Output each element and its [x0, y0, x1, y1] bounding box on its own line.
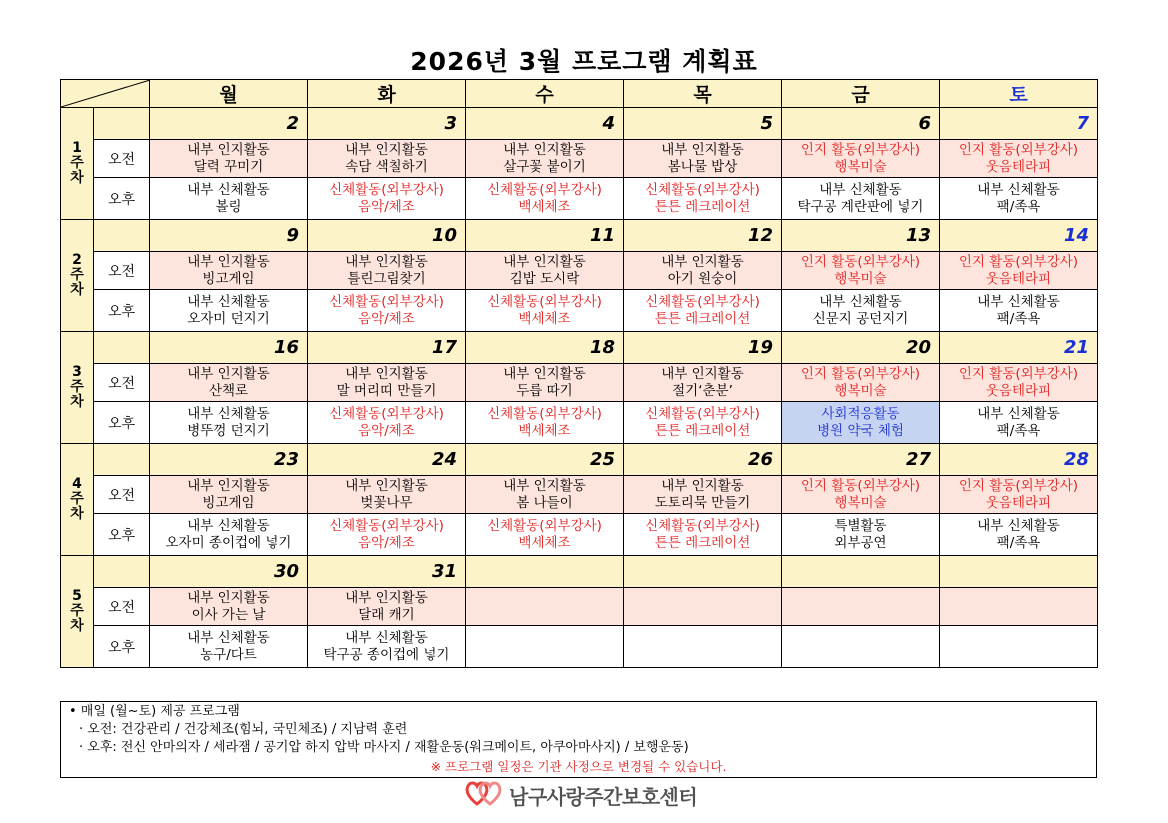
date-number: 16 — [150, 332, 308, 364]
activity-category: 인지 활동(외부강사) — [958, 477, 1079, 494]
date-number: 11 — [466, 220, 624, 252]
organization-name: 남구사랑주간보호센터 — [509, 784, 698, 809]
pm-activity-row — [61, 626, 1098, 668]
notes-pm-programs: · 오후: 전신 안마의자 / 세라잼 / 공기압 하지 압박 마사지 / 재활운동(워크메이트, 아쿠아마사지) / 보행운동) — [79, 740, 689, 755]
activity-category: 신체활동(외부강사) — [329, 517, 444, 534]
activity-name: 이사 가는 날 — [191, 606, 266, 623]
date-number: 13 — [782, 220, 940, 252]
date-row-spacer — [94, 556, 150, 588]
activity-category: 내부 신체활동 — [977, 293, 1060, 310]
activity-name: 백세체조 — [518, 534, 571, 551]
activity-name: 팩/족욕 — [996, 534, 1041, 551]
activity-cell — [940, 178, 1098, 220]
activity-cell — [466, 364, 624, 402]
date-row-spacer — [94, 108, 150, 140]
activity-cell — [308, 252, 466, 290]
week-date-row — [61, 108, 1098, 140]
activity-name: 행복미술 — [834, 270, 887, 287]
activity-name: 웃음테라피 — [985, 382, 1052, 399]
activity-name: 튼튼 레크레이션 — [654, 310, 751, 327]
weekday-header: 금 — [782, 80, 940, 108]
week-label: 4 주 차 — [61, 444, 94, 556]
activity-name: 팩/족욕 — [996, 198, 1041, 215]
date-number — [466, 556, 624, 588]
activity-cell — [782, 402, 940, 444]
activity-cell — [150, 252, 308, 290]
activity-cell — [624, 364, 782, 402]
activity-category: 내부 인지활동 — [503, 477, 586, 494]
activity-cell — [150, 626, 308, 668]
am-period-label: 오전 — [94, 588, 150, 626]
activity-cell — [150, 140, 308, 178]
activity-category: 신체활동(외부강사) — [329, 181, 444, 198]
activity-cell — [782, 514, 940, 556]
activity-cell — [940, 290, 1098, 332]
am-period-label: 오전 — [94, 476, 150, 514]
activity-cell — [150, 178, 308, 220]
activity-cell — [782, 252, 940, 290]
activity-name: 농구/다트 — [200, 646, 257, 663]
activity-name: 볼링 — [215, 198, 242, 215]
notes-schedule-change-warning: ※ 프로그램 일정은 기관 사정으로 변경될 수 있습니다. — [430, 759, 727, 774]
date-number: 21 — [940, 332, 1098, 364]
activity-category: 내부 신체활동 — [977, 405, 1060, 422]
weekday-header: 목 — [624, 80, 782, 108]
activity-cell — [624, 178, 782, 220]
activity-category: 내부 신체활동 — [819, 293, 902, 310]
activity-name: 웃음테라피 — [985, 494, 1052, 511]
activity-category: 신체활동(외부강사) — [645, 293, 760, 310]
week-label: 1 주 차 — [61, 108, 94, 220]
date-number: 19 — [624, 332, 782, 364]
activity-category: 내부 인지활동 — [345, 589, 428, 606]
pm-period-label: 오후 — [94, 178, 150, 220]
date-row-spacer — [94, 220, 150, 252]
activity-name: 백세체조 — [518, 422, 571, 439]
activity-category: 사회적응활동 — [821, 405, 900, 422]
activity-category: 인지 활동(외부강사) — [958, 253, 1079, 270]
date-number: 26 — [624, 444, 782, 476]
activity-cell — [150, 290, 308, 332]
activity-category: 신체활동(외부강사) — [645, 181, 760, 198]
activity-name: 팩/족욕 — [996, 310, 1041, 327]
activity-name: 봄 나들이 — [516, 494, 573, 511]
activity-category: 내부 인지활동 — [187, 141, 270, 158]
activity-category: 신체활동(외부강사) — [329, 405, 444, 422]
am-activity-row — [61, 140, 1098, 178]
activity-name: 행복미술 — [834, 382, 887, 399]
activity-category: 신체활동(외부강사) — [487, 181, 602, 198]
activity-name: 달력 꾸미기 — [193, 158, 264, 175]
notes-am-programs: · 오전: 건강관리 / 건강체조(힘뇌, 국민체조) / 지남력 훈련 — [79, 722, 408, 737]
activity-cell — [150, 476, 308, 514]
activity-cell — [150, 588, 308, 626]
activity-category: 내부 인지활동 — [187, 589, 270, 606]
activity-name: 봄나물 밥상 — [667, 158, 738, 175]
activity-category: 신체활동(외부강사) — [645, 517, 760, 534]
am-period-label: 오전 — [94, 140, 150, 178]
activity-category: 내부 인지활동 — [503, 253, 586, 270]
activity-name: 음악/체조 — [358, 310, 415, 327]
date-number: 31 — [308, 556, 466, 588]
activity-cell — [308, 290, 466, 332]
activity-category: 신체활동(외부강사) — [645, 405, 760, 422]
activity-category: 내부 신체활동 — [187, 293, 270, 310]
am-activity-row — [61, 476, 1098, 514]
activity-cell — [782, 290, 940, 332]
date-number: 7 — [940, 108, 1098, 140]
pm-activity-row — [61, 178, 1098, 220]
activity-name: 틀린그림찾기 — [347, 270, 426, 287]
date-number — [782, 556, 940, 588]
activity-cell — [940, 252, 1098, 290]
activity-cell — [308, 178, 466, 220]
date-number: 10 — [308, 220, 466, 252]
activity-cell — [466, 252, 624, 290]
activity-cell — [782, 476, 940, 514]
pm-activity-row — [61, 290, 1098, 332]
activity-name: 두릅 따기 — [516, 382, 573, 399]
date-number: 17 — [308, 332, 466, 364]
date-number: 23 — [150, 444, 308, 476]
date-number: 30 — [150, 556, 308, 588]
activity-category: 인지 활동(외부강사) — [958, 141, 1079, 158]
activity-category: 내부 신체활동 — [345, 629, 428, 646]
activity-name: 속담 색칠하기 — [345, 158, 428, 175]
date-number: 4 — [466, 108, 624, 140]
page-title: 2026년 3월 프로그램 계획표 — [410, 47, 758, 76]
activity-name: 김밥 도시락 — [509, 270, 580, 287]
activity-category: 내부 인지활동 — [345, 477, 428, 494]
activity-cell — [624, 290, 782, 332]
activity-category: 인지 활동(외부강사) — [800, 141, 921, 158]
activity-cell — [466, 178, 624, 220]
activity-name: 신문지 공던지기 — [812, 310, 909, 327]
activity-category: 내부 신체활동 — [187, 405, 270, 422]
activity-cell — [150, 514, 308, 556]
activity-cell — [624, 476, 782, 514]
activity-name: 음악/체조 — [358, 422, 415, 439]
activity-name: 외부공연 — [834, 534, 887, 551]
date-number: 24 — [308, 444, 466, 476]
activity-cell — [940, 514, 1098, 556]
pm-period-label: 오후 — [94, 514, 150, 556]
activity-cell — [308, 402, 466, 444]
activity-category: 인지 활동(외부강사) — [800, 253, 921, 270]
activity-category: 내부 신체활동 — [977, 181, 1060, 198]
activity-name: 튼튼 레크레이션 — [654, 534, 751, 551]
date-number: 9 — [150, 220, 308, 252]
activity-name: 탁구공 계란판에 넣기 — [797, 198, 924, 215]
activity-category: 신체활동(외부강사) — [329, 293, 444, 310]
activity-name: 병뚜껑 던지기 — [187, 422, 270, 439]
week-date-row — [61, 444, 1098, 476]
activity-name: 웃음테라피 — [985, 270, 1052, 287]
activity-category: 내부 인지활동 — [503, 141, 586, 158]
weekday-header: 토 — [940, 80, 1098, 108]
activity-name: 음악/체조 — [358, 198, 415, 215]
activity-name: 튼튼 레크레이션 — [654, 198, 751, 215]
week-label: 2 주 차 — [61, 220, 94, 332]
am-period-label: 오전 — [94, 252, 150, 290]
date-number: 20 — [782, 332, 940, 364]
activity-cell — [940, 364, 1098, 402]
am-activity-row — [61, 364, 1098, 402]
activity-name: 살구꽃 붙이기 — [503, 158, 586, 175]
activity-name: 행복미술 — [834, 158, 887, 175]
weekday-header-row — [61, 80, 1098, 108]
pm-activity-row — [61, 402, 1098, 444]
activity-category: 내부 인지활동 — [187, 477, 270, 494]
activity-cell — [782, 140, 940, 178]
activity-name: 도토리묵 만들기 — [654, 494, 751, 511]
activity-cell — [624, 514, 782, 556]
date-number: 3 — [308, 108, 466, 140]
activity-category: 특별활동 — [834, 517, 887, 534]
date-number: 18 — [466, 332, 624, 364]
activity-category: 인지 활동(외부강사) — [800, 365, 921, 382]
date-number: 12 — [624, 220, 782, 252]
activity-cell — [308, 626, 466, 668]
activity-category: 내부 인지활동 — [187, 365, 270, 382]
activity-cell — [782, 364, 940, 402]
activity-cell — [308, 514, 466, 556]
activity-name: 빙고게임 — [202, 270, 255, 287]
activity-cell — [308, 364, 466, 402]
activity-category: 내부 신체활동 — [187, 181, 270, 198]
activity-cell — [308, 588, 466, 626]
week-date-row — [61, 556, 1098, 588]
notes-daily-heading: • 매일 (월~토) 제공 프로그램 — [69, 704, 240, 719]
activity-name: 빙고게임 — [202, 494, 255, 511]
empty-cell — [466, 626, 624, 668]
activity-cell — [466, 140, 624, 178]
activity-cell — [308, 476, 466, 514]
pm-period-label: 오후 — [94, 626, 150, 668]
activity-name: 오자미 던지기 — [187, 310, 270, 327]
date-number: 14 — [940, 220, 1098, 252]
activity-name: 말 머리띠 만들기 — [336, 382, 437, 399]
activity-cell — [940, 140, 1098, 178]
activity-category: 내부 인지활동 — [187, 253, 270, 270]
program-calendar-table — [60, 79, 1098, 668]
weekday-header: 화 — [308, 80, 466, 108]
activity-name: 행복미술 — [834, 494, 887, 511]
activity-category: 내부 인지활동 — [345, 141, 428, 158]
activity-cell — [466, 402, 624, 444]
empty-cell — [940, 626, 1098, 668]
notes-box — [60, 701, 1097, 778]
activity-category: 신체활동(외부강사) — [487, 517, 602, 534]
week-label: 3 주 차 — [61, 332, 94, 444]
activity-cell — [150, 402, 308, 444]
activity-name: 백세체조 — [518, 310, 571, 327]
date-number: 6 — [782, 108, 940, 140]
activity-category: 내부 인지활동 — [345, 253, 428, 270]
activity-name: 음악/체조 — [358, 534, 415, 551]
empty-cell — [624, 626, 782, 668]
pm-period-label: 오후 — [94, 290, 150, 332]
activity-name: 탁구공 종이컵에 넣기 — [323, 646, 450, 663]
activity-cell — [940, 476, 1098, 514]
activity-name: 달래 캐기 — [358, 606, 415, 623]
week-date-row — [61, 332, 1098, 364]
am-activity-row — [61, 588, 1098, 626]
date-row-spacer — [94, 444, 150, 476]
activity-name: 아기 원숭이 — [667, 270, 738, 287]
activity-category: 내부 신체활동 — [977, 517, 1060, 534]
activity-category: 내부 신체활동 — [187, 629, 270, 646]
date-row-spacer — [94, 332, 150, 364]
activity-category: 내부 신체활동 — [819, 181, 902, 198]
date-number: 28 — [940, 444, 1098, 476]
activity-category: 신체활동(외부강사) — [487, 293, 602, 310]
empty-cell — [466, 588, 624, 626]
pm-activity-row — [61, 514, 1098, 556]
weekday-header: 월 — [150, 80, 308, 108]
date-number: 2 — [150, 108, 308, 140]
activity-cell — [466, 514, 624, 556]
pm-period-label: 오후 — [94, 402, 150, 444]
empty-cell — [624, 588, 782, 626]
activity-category: 신체활동(외부강사) — [487, 405, 602, 422]
activity-category: 인지 활동(외부강사) — [800, 477, 921, 494]
activity-category: 내부 인지활동 — [661, 365, 744, 382]
activity-name: 웃음테라피 — [985, 158, 1052, 175]
activity-cell — [940, 402, 1098, 444]
activity-cell — [624, 252, 782, 290]
activity-name: 벚꽃나무 — [360, 494, 413, 511]
double-heart-logo-icon — [465, 779, 503, 811]
activity-category: 내부 인지활동 — [503, 365, 586, 382]
activity-cell — [150, 364, 308, 402]
activity-name: 절기‘춘분’ — [672, 382, 733, 399]
activity-cell — [782, 178, 940, 220]
activity-name: 산책로 — [208, 382, 249, 399]
activity-name: 팩/족욕 — [996, 422, 1041, 439]
empty-cell — [782, 588, 940, 626]
empty-cell — [940, 588, 1098, 626]
activity-name: 튼튼 레크레이션 — [654, 422, 751, 439]
footer-brand — [465, 780, 697, 810]
am-period-label: 오전 — [94, 364, 150, 402]
activity-name: 오자미 종이컵에 넣기 — [165, 534, 292, 551]
activity-category: 내부 인지활동 — [345, 365, 428, 382]
date-number: 27 — [782, 444, 940, 476]
activity-cell — [466, 290, 624, 332]
activity-category: 인지 활동(외부강사) — [958, 365, 1079, 382]
activity-category: 내부 인지활동 — [661, 253, 744, 270]
weekday-header: 수 — [466, 80, 624, 108]
activity-category: 내부 신체활동 — [187, 517, 270, 534]
date-number — [624, 556, 782, 588]
activity-category: 내부 인지활동 — [661, 141, 744, 158]
activity-cell — [624, 140, 782, 178]
am-activity-row — [61, 252, 1098, 290]
activity-category: 내부 인지활동 — [661, 477, 744, 494]
header-corner — [61, 80, 150, 108]
activity-name: 병원 약국 체험 — [817, 422, 904, 439]
date-number — [940, 556, 1098, 588]
activity-name: 백세체조 — [518, 198, 571, 215]
activity-cell — [308, 140, 466, 178]
date-number: 5 — [624, 108, 782, 140]
empty-cell — [782, 626, 940, 668]
activity-cell — [624, 402, 782, 444]
week-label: 5 주 차 — [61, 556, 94, 668]
week-date-row — [61, 220, 1098, 252]
date-number: 25 — [466, 444, 624, 476]
activity-cell — [466, 476, 624, 514]
